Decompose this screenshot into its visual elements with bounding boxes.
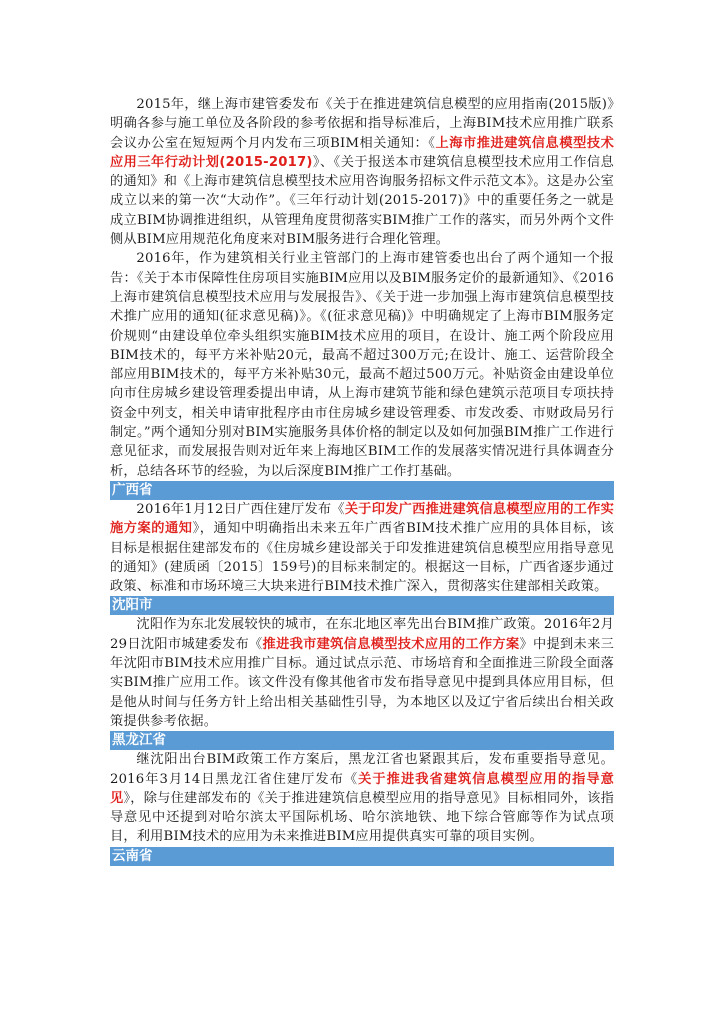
paragraph-heilongjiang xyxy=(110,750,614,846)
highlighted-title: 推进我市建筑信息模型技术应用的工作方案 xyxy=(262,636,520,652)
paragraph-shanghai-2016: 2016年，作为建筑相关行业主管部门的上海市建管委也出台了两个通知一个报告：《关于本市保障性住房项目实施BIM应用以及BIM服务定价的最新通知》、《2016上海市建筑信息模型技术应用与发展报告》、《关于进一步加强上海市建筑信息模型技术推广应用的通知(征求意见稿)》。《(征求意见稿)》中明确规定了上海市BIM服务定价规则“由建设单位牵头组织实施BIM技术应用的项目，在设计、施工两个阶段应用BIM技术的，每平方米补贴20元，最高不超过300万元;在设计、施工、运营阶段全部应用BIM技术的，每平方米补贴30元，最高不超过500万元。补贴资金由建设单位向市住房城乡建设管理委提出申请，从上海市建筑节能和绿色建筑示范项目专项扶持资金中列支，相关申请审批程序由市住房城乡建设管理委、市发改委、市财政局另行制定。”两个通知分别对BIM实施服务具体价格的制定以及如何加强BIM推广工作进行意见征求，而发展报告则对近年来上海地区BIM工作的发展落实情况进行具体调查分析，总结各环节的经验，为以后深度BIM推广工作打基础。 xyxy=(110,251,614,479)
text-run: 》中提到未来三年沈阳市BIM技术应用推广目标。通过试点示范、市场培育和全面推进三阶段全面落实BIM推广应用工作。该文件没有像其他省市发布指导意见中提到具体应用目标，但是他从时间与任务方针上给出相关基础性引导，为本地区以及辽宁省后续出台相关政策提供参考依据。 xyxy=(110,636,614,729)
document-body xyxy=(110,95,614,866)
section-heading-heilongjiang: 黑龙江省 xyxy=(110,731,614,750)
highlighted-title: 关于印发广西推进建筑信息模型应用的工作实施方案的通知 xyxy=(110,501,614,537)
text-run: 沈阳作为东北发展较快的城市，在东北地区率先出台BIM推广政策。2016年2月29日沈阳市城建委发布《 xyxy=(110,617,614,652)
section-heading-yunnan: 云南省 xyxy=(110,847,614,866)
text-run: 》，除与住建部发布的《关于推进建筑信息模型应用的指导意见》目标相同外，该指导意见中还提到对哈尔滨太平国际机场、哈尔滨地铁、地下综合管廊等作为试点项目，利用BIM技术的应用为未来推进BIM应用提供真实可靠的项目实例。 xyxy=(110,790,615,845)
text-run: 》、《关于报送本市建筑信息模型技术应用工作信息的通知》和《上海市建筑信息模型技术应用咨询服务招标文件示范文本》。这是办公室成立以来的第一次“大动作”。《三年行动计划(2015-2017)》中的重要任务之一就是成立BIM协调推进组织，从管理角度贯彻落实BIM推广工作的落实，而另外两个文件侧从BIM应用规范化角度来对BIM服务进行合理化管理。 xyxy=(110,154,615,248)
paragraph-shanghai-2015 xyxy=(110,95,614,249)
paragraph-shenyang xyxy=(110,615,614,731)
text-run: 2016年1月12日广西住建厅发布《 xyxy=(136,501,345,517)
paragraph-guangxi xyxy=(110,500,614,596)
section-heading-shenyang: 沈阳市 xyxy=(110,596,614,615)
text-run: 》，通知中明确指出未来五年广西省BIM技术推广应用的具体目标，该目标是根据住建部发布的《住房城乡建设部关于印发推进建筑信息模型应用指导意见的通知》(建质函〔2015〕159号)的目标来制定的。根据这一目标，广西省逐步通过政策、标准和市场环境三大块来进行BIM技术推广深入，贯彻落实住建部相关政策。 xyxy=(110,521,614,595)
text-run: 2015年，继上海市建管委发布《关于在推进建筑信息模型的应用指南(2015版)》明确各参与施工单位及各阶段的参考依据和指导标准后，上海BIM技术应用推广联系会议办公室在短短两个月内发布三项BIM相关通知：《 xyxy=(110,97,614,151)
highlighted-title: 关于推进我省建筑信息模型应用的指导意见 xyxy=(110,771,614,806)
section-heading-guangxi: 广西省 xyxy=(110,481,614,500)
highlighted-title: 上海市推进建筑信息模型技术应用三年行动计划(2015-2017) xyxy=(110,135,614,170)
text-run: 继沈阳出台BIM政策工作方案后，黑龙江省也紧跟其后，发布重要指导意见。2016年3月14日黑龙江省住建厅发布《 xyxy=(110,752,614,787)
